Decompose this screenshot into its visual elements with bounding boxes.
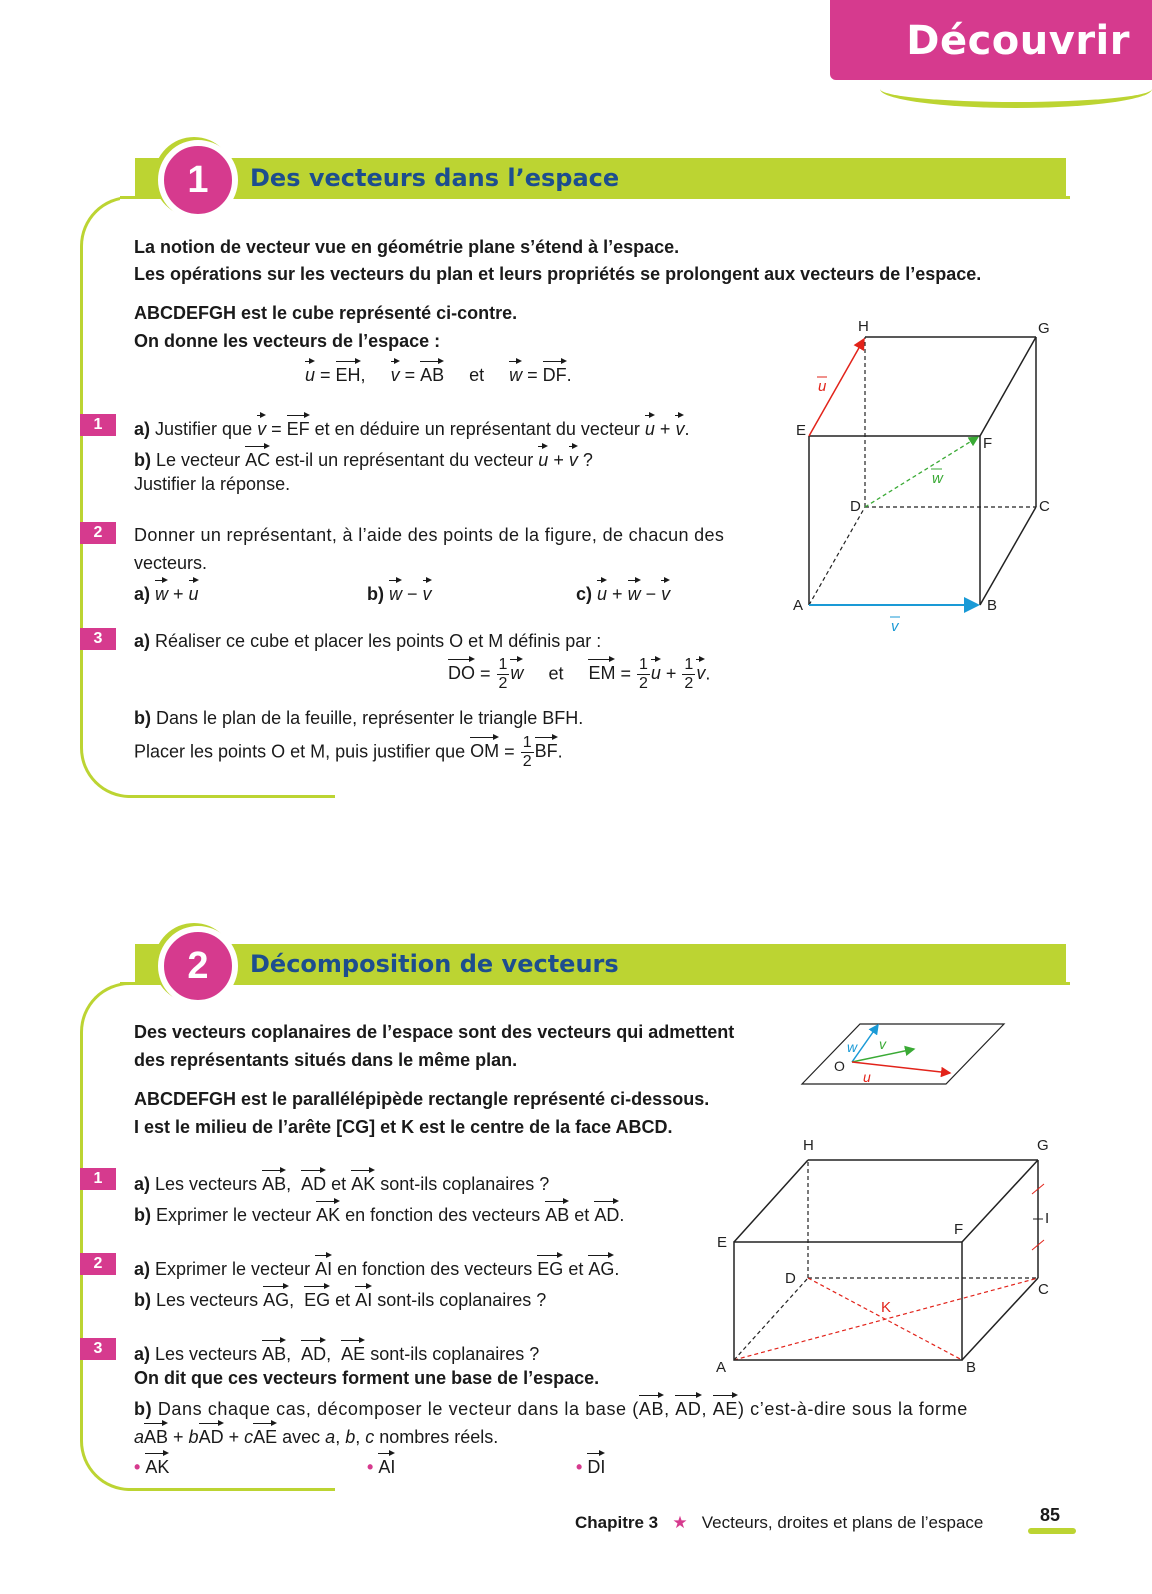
cube-label-A: A xyxy=(793,597,804,614)
section2-setup-1: ABCDEFGH est le parallélépipède rectangle représenté ci-dessous. xyxy=(134,1089,710,1109)
s2-q3b: b) Dans chaque cas, décomposer le vecteur dans la base (AB, AD, AE) c’est-à-dire sous la forme xyxy=(134,1394,968,1420)
tab-swoosh xyxy=(880,70,1152,108)
s2-q3-number: 3 xyxy=(80,1338,116,1360)
plane-v-label: v xyxy=(879,1036,886,1052)
s2-q1b: b) Exprimer le vecteur AK en fonction des vecteurs AB et AD. xyxy=(134,1200,624,1226)
s1-q2b: b) w − v xyxy=(367,579,432,605)
page-number: 85 xyxy=(1040,1505,1061,1525)
plane-w-label: w xyxy=(847,1039,858,1055)
footer-star: ★ xyxy=(672,1513,688,1532)
box-label-K: K xyxy=(881,1299,892,1316)
box-label-C: C xyxy=(1038,1281,1049,1298)
section1-number: 1 xyxy=(158,140,238,220)
box-label-E: E xyxy=(717,1234,728,1251)
section1-setup-2: On donne les vecteurs de l’espace : xyxy=(134,331,441,351)
s1-q3c: Placer les points O et M, puis justifier que OM = $\frac{1}{2}$ BF. xyxy=(134,734,563,770)
s2-q1-number: 1 xyxy=(80,1168,116,1190)
box-label-D: D xyxy=(785,1270,796,1287)
s1-q2-text1: Donner un représentant, à l’aide des points de la figure, de chacun des xyxy=(134,525,725,545)
box-label-B: B xyxy=(966,1359,977,1376)
box-label-G: G xyxy=(1037,1137,1049,1154)
cube-u-label: u xyxy=(818,378,827,395)
section1-setup-1: ABCDEFGH est le cube représenté ci-contre. xyxy=(134,303,518,323)
section1-intro-2: Les opérations sur les vecteurs du plan et leurs propriétés se prolongent aux vecteurs de l’espace. xyxy=(134,264,982,284)
box-label-A: A xyxy=(716,1359,727,1376)
cube-label-C: C xyxy=(1039,498,1050,515)
s1-q2a: a) w + u xyxy=(134,579,199,605)
plane-O-label: O xyxy=(834,1058,845,1074)
tab-label: Découvrir xyxy=(906,18,1130,64)
s2-q3a: a) Les vecteurs AB, AD, AE sont-ils coplanaires ? xyxy=(134,1339,539,1365)
s1-q3-number: 3 xyxy=(80,628,116,650)
cube-label-H: H xyxy=(858,318,869,335)
footer-line xyxy=(575,1513,983,1533)
footer-chapter: Chapitre 3 xyxy=(575,1513,659,1532)
s2-q2b: b) Les vecteurs AG, EG et AI sont-ils coplanaires ? xyxy=(134,1285,546,1311)
s1-q1b: b) Le vecteur AC est-il un représentant du vecteur u + v ? xyxy=(134,445,593,471)
cube-label-B: B xyxy=(987,597,998,614)
cube-label-E: E xyxy=(796,422,807,439)
s2-q1a: a) Les vecteurs AB, AD et AK sont-ils coplanaires ? xyxy=(134,1169,549,1195)
footer-subtitle: Vecteurs, droites et plans de l’espace xyxy=(701,1513,984,1532)
section2-intro-1: Des vecteurs coplanaires de l’espace sont des vecteurs qui admettent xyxy=(134,1022,735,1042)
s2-q3-item-2: • AI xyxy=(367,1452,395,1478)
box-label-F: F xyxy=(954,1221,964,1238)
s2-q2-number: 2 xyxy=(80,1253,116,1275)
s2-q3-item-3: • DI xyxy=(576,1452,605,1478)
section1-intro-1: La notion de vecteur vue en géométrie plane s’étend à l’espace. xyxy=(134,237,680,257)
s1-q3a: a) Réaliser ce cube et placer les points O et M définis par : xyxy=(134,631,602,651)
s1-q1-number: 1 xyxy=(80,414,116,436)
section2-intro-2: des représentants situés dans le même plan. xyxy=(134,1050,518,1070)
s2-q3-item-1: • AK xyxy=(134,1452,169,1478)
section2-number: 2 xyxy=(158,926,238,1006)
s2-q3b-2: aAB + bAD + cAE avec a, b, c nombres réels. xyxy=(134,1422,498,1448)
cube-v-label: v xyxy=(891,618,899,635)
s1-q2-number: 2 xyxy=(80,522,116,544)
cube-w-label: w xyxy=(932,470,943,487)
parallelepiped-figure xyxy=(708,1130,1068,1380)
s1-q3b: b) Dans le plan de la feuille, représenter le triangle BFH. xyxy=(134,708,584,728)
section1-title: Des vecteurs dans l’espace xyxy=(250,164,620,192)
given-vectors: u = EH, v = AB et w = DF. xyxy=(305,360,572,386)
s1-q2-text2: vecteurs. xyxy=(134,553,208,573)
s2-q2a: a) Exprimer le vecteur AI en fonction des vecteurs EG et AG. xyxy=(134,1254,619,1280)
cube-figure xyxy=(780,315,1080,635)
s1-q3-formulas: DO = $\frac{1}{2}$ w et EM = $\frac{1}{2}$ u + $\frac{1}{2}$ v. xyxy=(448,656,711,692)
cube-label-G: G xyxy=(1038,320,1050,337)
box-label-I: I xyxy=(1045,1210,1050,1227)
cube-label-D: D xyxy=(850,498,861,515)
page-number-underline xyxy=(1028,1528,1076,1534)
section2-setup-2: I est le milieu de l’arête [CG] et K est le centre de la face ABCD. xyxy=(134,1117,673,1137)
cube-label-F: F xyxy=(983,435,993,452)
s1-q1b-2: Justifier la réponse. xyxy=(134,474,291,494)
coplanar-figure xyxy=(796,1016,1010,1090)
s1-q1a: a) Justifier que v = EF et en déduire un représentant du vecteur u + v. xyxy=(134,414,689,440)
plane-u-label: u xyxy=(863,1069,871,1085)
s2-q3-bold: On dit que ces vecteurs forment une base de l’espace. xyxy=(134,1368,600,1388)
box-label-H: H xyxy=(803,1137,814,1154)
s1-q2c: c) u + w − v xyxy=(576,579,670,605)
section2-title: Décomposition de vecteurs xyxy=(250,950,619,978)
